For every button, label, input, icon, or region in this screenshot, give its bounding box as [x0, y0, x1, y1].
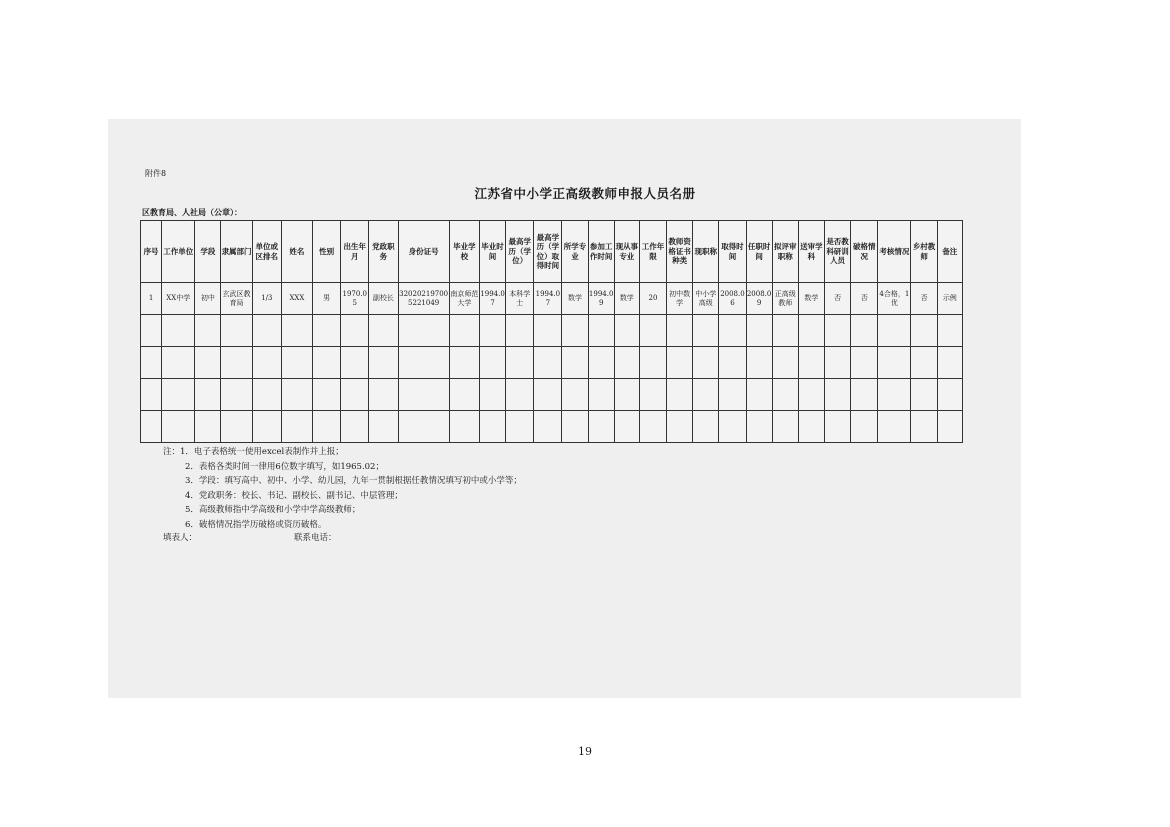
table-cell: 玄武区教育局 — [221, 283, 252, 315]
table-cell — [162, 379, 195, 411]
table-cell: 男 — [313, 283, 341, 315]
column-header: 备注 — [937, 221, 962, 283]
table-cell — [746, 411, 772, 443]
table-cell: 1994.09 — [588, 283, 614, 315]
table-cell — [667, 347, 693, 379]
table-cell — [878, 347, 911, 379]
table-cell: 320202197005221049 — [398, 283, 449, 315]
table-cell — [639, 379, 666, 411]
table-cell — [824, 315, 850, 347]
table-cell — [162, 315, 195, 347]
table-cell — [693, 315, 719, 347]
table-cell — [398, 379, 449, 411]
table-cell: 2008.06 — [719, 283, 746, 315]
table-row — [141, 315, 963, 347]
table-row — [141, 283, 963, 315]
note-line: 3．学段：填写高中、初中、小学、幼儿园，九年一贯制根据任教情况填写初中或小学等； — [185, 476, 522, 486]
table-cell — [479, 379, 505, 411]
table-cell — [195, 347, 221, 379]
table-cell: 1994.07 — [479, 283, 505, 315]
table-cell — [878, 315, 911, 347]
table-cell — [252, 347, 281, 379]
phone-label: 联系电话： — [294, 533, 337, 543]
attachment-label: 附件8 — [145, 169, 167, 178]
table-cell: 数学 — [614, 283, 639, 315]
table-cell — [479, 347, 505, 379]
table-cell — [369, 379, 398, 411]
table-cell — [693, 379, 719, 411]
column-header: 毕业学校 — [449, 221, 479, 283]
column-header: 最高学历（学位）取得时间 — [534, 221, 562, 283]
table-cell — [281, 379, 312, 411]
table-cell — [667, 379, 693, 411]
column-header: 所学专业 — [562, 221, 588, 283]
table-cell — [141, 379, 162, 411]
table-cell — [667, 315, 693, 347]
table-body — [141, 283, 963, 443]
note-line: 5．高级教师指中学高级和小学中学高级教师； — [185, 505, 361, 515]
table-cell — [824, 379, 850, 411]
table-cell — [534, 379, 562, 411]
table-cell — [937, 411, 962, 443]
column-header: 单位或区排名 — [252, 221, 281, 283]
table-cell: 本科学士 — [506, 283, 534, 315]
table-cell — [746, 347, 772, 379]
table-cell: XXX — [281, 283, 312, 315]
table-cell — [562, 347, 588, 379]
column-header: 身份证号 — [398, 221, 449, 283]
table-cell — [449, 379, 479, 411]
table-cell: 中小学高级 — [693, 283, 719, 315]
table-cell: 否 — [824, 283, 850, 315]
column-header: 取得时间 — [719, 221, 746, 283]
table-cell — [798, 379, 824, 411]
table-cell: 正高级教师 — [772, 283, 798, 315]
column-header: 教师资格证书种类 — [667, 221, 693, 283]
table-cell: 初中 — [195, 283, 221, 315]
column-header: 现从事专业 — [614, 221, 639, 283]
table-cell — [141, 315, 162, 347]
table-cell: 1 — [141, 283, 162, 315]
table-cell — [506, 411, 534, 443]
table-cell — [937, 379, 962, 411]
table-row — [141, 347, 963, 379]
column-header: 破格情况 — [851, 221, 878, 283]
table-cell: 数学 — [562, 283, 588, 315]
table-cell — [772, 347, 798, 379]
table-cell — [221, 411, 252, 443]
column-header: 工作单位 — [162, 221, 195, 283]
table-cell — [141, 411, 162, 443]
table-cell — [141, 347, 162, 379]
table-cell — [221, 379, 252, 411]
table-cell — [369, 315, 398, 347]
table-cell — [639, 315, 666, 347]
table-cell: 否 — [851, 283, 878, 315]
table-cell — [281, 315, 312, 347]
table-cell: 数学 — [798, 283, 824, 315]
table-cell — [313, 315, 341, 347]
column-header: 隶属部门 — [221, 221, 252, 283]
table-cell — [313, 347, 341, 379]
table-cell: 1994.07 — [534, 283, 562, 315]
table-cell — [878, 411, 911, 443]
table-cell — [398, 411, 449, 443]
table-cell — [341, 347, 369, 379]
table-cell — [562, 411, 588, 443]
column-header: 是否教科研训人员 — [824, 221, 850, 283]
table-cell — [798, 411, 824, 443]
table-cell — [449, 315, 479, 347]
table-cell — [398, 315, 449, 347]
table-cell — [719, 315, 746, 347]
table-cell — [851, 315, 878, 347]
table-cell — [772, 379, 798, 411]
table-cell — [162, 347, 195, 379]
table-cell — [824, 347, 850, 379]
signature-line — [163, 531, 337, 543]
notes-block — [163, 445, 522, 532]
table-cell — [798, 315, 824, 347]
table-cell — [341, 315, 369, 347]
table-row — [141, 411, 963, 443]
table-cell — [911, 379, 937, 411]
table-cell — [693, 347, 719, 379]
filler-label: 填表人： — [163, 533, 198, 543]
table-cell — [221, 315, 252, 347]
table-cell: 1/3 — [252, 283, 281, 315]
table-cell — [534, 315, 562, 347]
applicant-table — [140, 220, 963, 443]
column-header: 序号 — [141, 221, 162, 283]
table-cell — [614, 411, 639, 443]
table-cell — [281, 347, 312, 379]
table-cell — [639, 411, 666, 443]
page-number: 19 — [578, 745, 592, 758]
table-cell — [911, 315, 937, 347]
table-cell — [369, 411, 398, 443]
column-header: 送审学科 — [798, 221, 824, 283]
column-header: 出生年月 — [341, 221, 369, 283]
column-header: 现职称 — [693, 221, 719, 283]
table-cell: 2008.09 — [746, 283, 772, 315]
table-cell — [719, 411, 746, 443]
table-cell — [851, 347, 878, 379]
table-cell — [369, 347, 398, 379]
table-cell — [506, 379, 534, 411]
table-cell — [746, 315, 772, 347]
table-cell — [588, 411, 614, 443]
table-cell: 否 — [911, 283, 937, 315]
table-cell — [772, 411, 798, 443]
column-header: 拟评审职称 — [772, 221, 798, 283]
table-row — [141, 379, 963, 411]
table-cell — [937, 347, 962, 379]
table-cell — [162, 411, 195, 443]
table-cell — [479, 411, 505, 443]
table-cell — [506, 347, 534, 379]
table-cell — [195, 379, 221, 411]
table-cell — [449, 347, 479, 379]
table-cell — [281, 411, 312, 443]
table-cell — [221, 347, 252, 379]
table-cell — [195, 411, 221, 443]
table-cell — [252, 315, 281, 347]
table-cell — [911, 347, 937, 379]
table-cell — [562, 315, 588, 347]
table-cell — [824, 411, 850, 443]
column-header: 学段 — [195, 221, 221, 283]
table-cell — [449, 411, 479, 443]
column-header: 任职时间 — [746, 221, 772, 283]
table-cell — [341, 379, 369, 411]
table-cell: 初中数学 — [667, 283, 693, 315]
table-cell — [772, 315, 798, 347]
table-cell — [614, 379, 639, 411]
table-cell — [588, 379, 614, 411]
table-cell — [195, 315, 221, 347]
table-cell — [252, 411, 281, 443]
column-header: 毕业时间 — [479, 221, 505, 283]
table-cell — [341, 411, 369, 443]
note-line: 注：1．电子表格统一使用excel表制作并上报； — [163, 447, 344, 457]
table-header — [141, 221, 963, 283]
table-cell — [693, 411, 719, 443]
table-cell: 南京师范大学 — [449, 283, 479, 315]
column-header: 参加工作时间 — [588, 221, 614, 283]
table-cell — [614, 347, 639, 379]
column-header: 党政职务 — [369, 221, 398, 283]
column-header: 乡村教师 — [911, 221, 937, 283]
table-cell: 20 — [639, 283, 666, 315]
column-header: 姓名 — [281, 221, 312, 283]
table-cell — [534, 347, 562, 379]
table-cell: 4合格，1优 — [878, 283, 911, 315]
column-header: 工作年限 — [639, 221, 666, 283]
table-cell — [937, 315, 962, 347]
table-cell — [479, 315, 505, 347]
table-cell — [313, 379, 341, 411]
table-cell — [588, 347, 614, 379]
table-cell — [719, 347, 746, 379]
table-cell — [562, 379, 588, 411]
table-cell: XX中学 — [162, 283, 195, 315]
note-line: 6．破格情况指学历破格或资历破格。 — [185, 519, 327, 530]
table-cell — [667, 411, 693, 443]
table-cell — [534, 411, 562, 443]
column-header: 性别 — [313, 221, 341, 283]
note-line: 4．党政职务：校长、书记、副校长、副书记、中层管理； — [185, 490, 403, 501]
column-header: 考核情况 — [878, 221, 911, 283]
table-cell — [746, 379, 772, 411]
note-line: 2．表格各类时间一律用6位数字填写，如1965.02； — [185, 461, 384, 472]
table-cell — [851, 379, 878, 411]
table-cell — [252, 379, 281, 411]
table-cell — [313, 411, 341, 443]
document-title: 江苏省中小学正高级教师申报人员名册 — [474, 186, 696, 201]
table-cell — [911, 411, 937, 443]
table-cell: 示例 — [937, 283, 962, 315]
unit-stamp-label: 区教育局、人社局（公章）： — [142, 207, 242, 217]
table-cell — [506, 315, 534, 347]
table-cell: 1970.05 — [341, 283, 369, 315]
table-cell — [798, 347, 824, 379]
table-cell — [588, 315, 614, 347]
column-header: 最高学历（学位） — [506, 221, 534, 283]
table-cell — [719, 379, 746, 411]
table-cell: 副校长 — [369, 283, 398, 315]
table-cell — [398, 347, 449, 379]
table-cell — [878, 379, 911, 411]
table-cell — [851, 411, 878, 443]
table-cell — [614, 315, 639, 347]
table-cell — [639, 347, 666, 379]
